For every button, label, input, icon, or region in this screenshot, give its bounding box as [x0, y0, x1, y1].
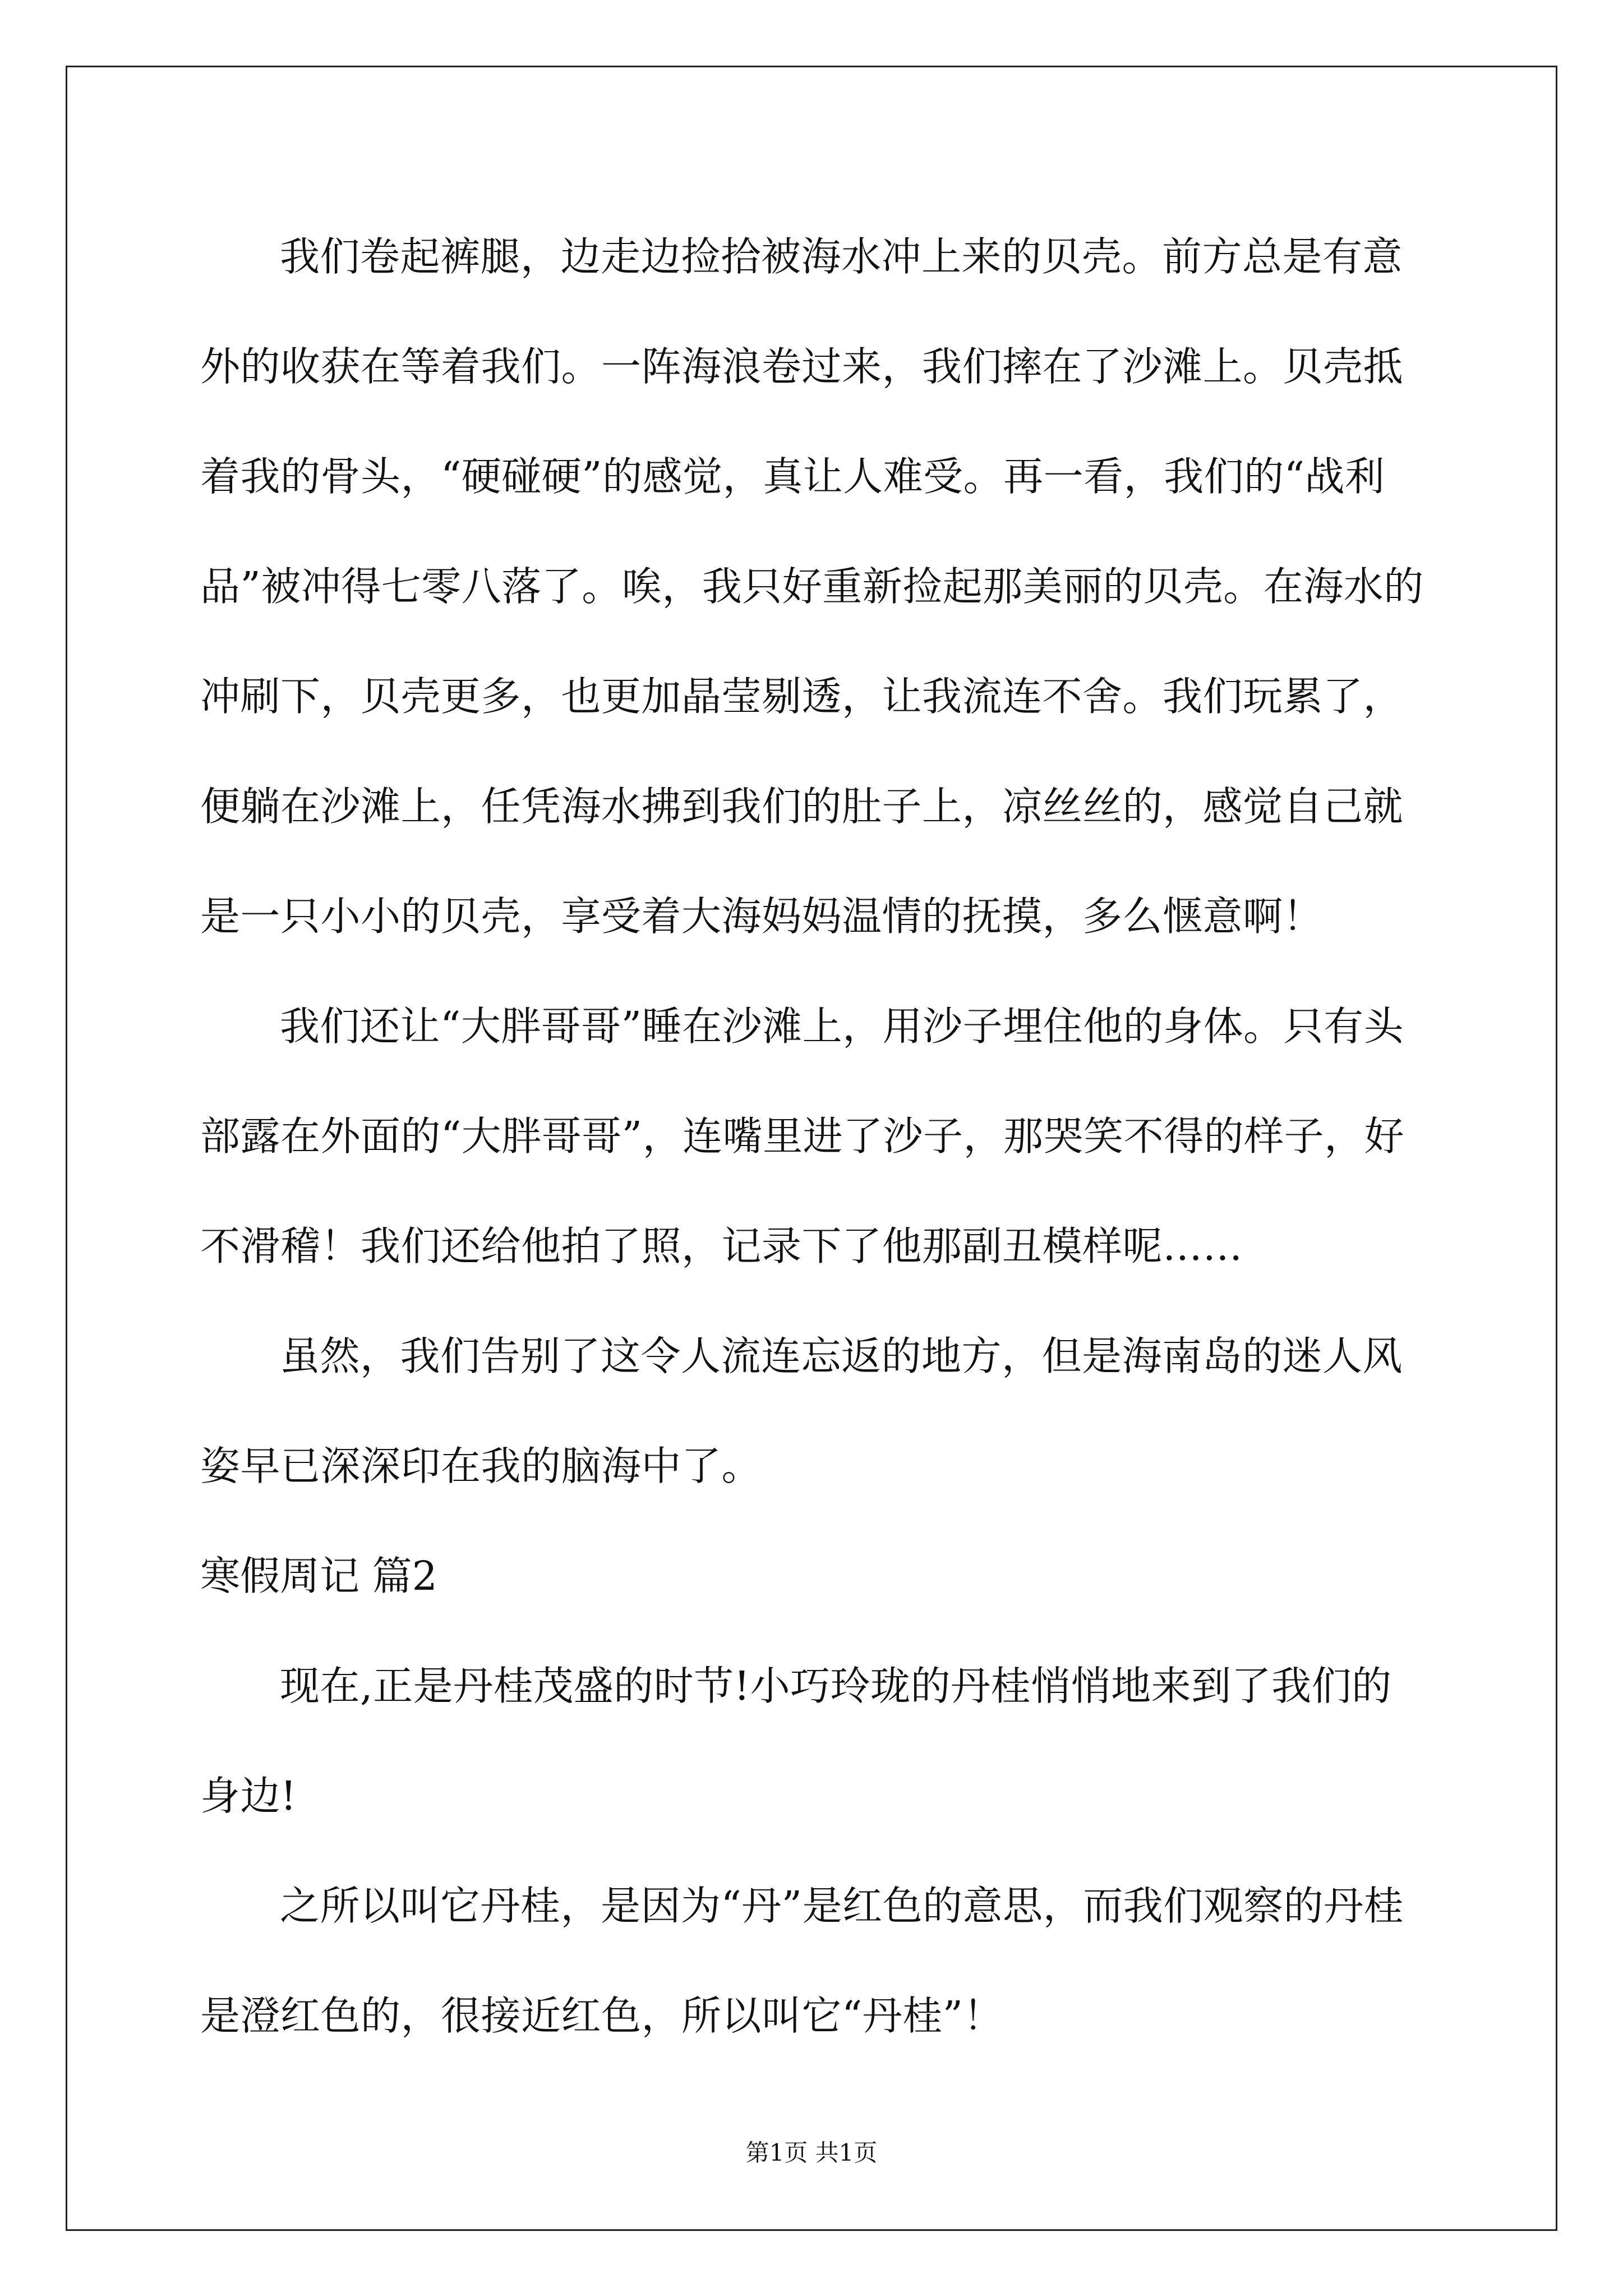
paragraph-seashells: 我们卷起裤腿，边走边捡拾被海水冲上来的贝壳。前方总是有意外的收获在等着我们。一阵海浪卷过来，我们摔在了沙滩上。贝壳抵着我的骨头，“硬碰硬”的感觉，真让人难受。再一看，我们的“战利品”被冲得七零八落了。唉，我只好重新捡起那美丽的贝壳。在海水的冲刷下，贝壳更多，也更加晶莹剔透，让我流连不舍。我们玩累了，便躺在沙滩上，任凭海水拂到我们的肚子上，凉丝丝的，感觉自己就是一只小小的贝壳，享受着大海妈妈温情的抚摸，多么惬意啊！ [200, 233, 1424, 940]
section-heading: 寒假周记 篇2 [200, 1553, 437, 1599]
paragraph-big-brother: 我们还让“大胖哥哥”睡在沙滩上，用沙子埋住他的身体。只有头部露在外面的“大胖哥哥”，连嘴里进了沙子，那哭笑不得的样子，好不滑稽！我们还给他拍了照，记录下了他那副丑模样呢…… [200, 1003, 1405, 1269]
paragraph-osmanthus-season: 现在,正是丹桂茂盛的时节!小巧玲珑的丹桂悄悄地来到了我们的身边! [200, 1663, 1392, 1819]
document-body [200, 202, 1428, 2071]
paragraph-farewell: 虽然，我们告别了这令人流连忘返的地方，但是海南岛的迷人风姿早已深深印在我的脑海中了。 [200, 1333, 1403, 1489]
page-number-footer: 第1页 共1页 [745, 2139, 878, 2166]
paragraph-osmanthus-name: 之所以叫它丹桂，是因为“丹”是红色的意思，而我们观察的丹桂是澄红色的，很接近红色，所以叫它“丹桂”！ [200, 1883, 1404, 2039]
